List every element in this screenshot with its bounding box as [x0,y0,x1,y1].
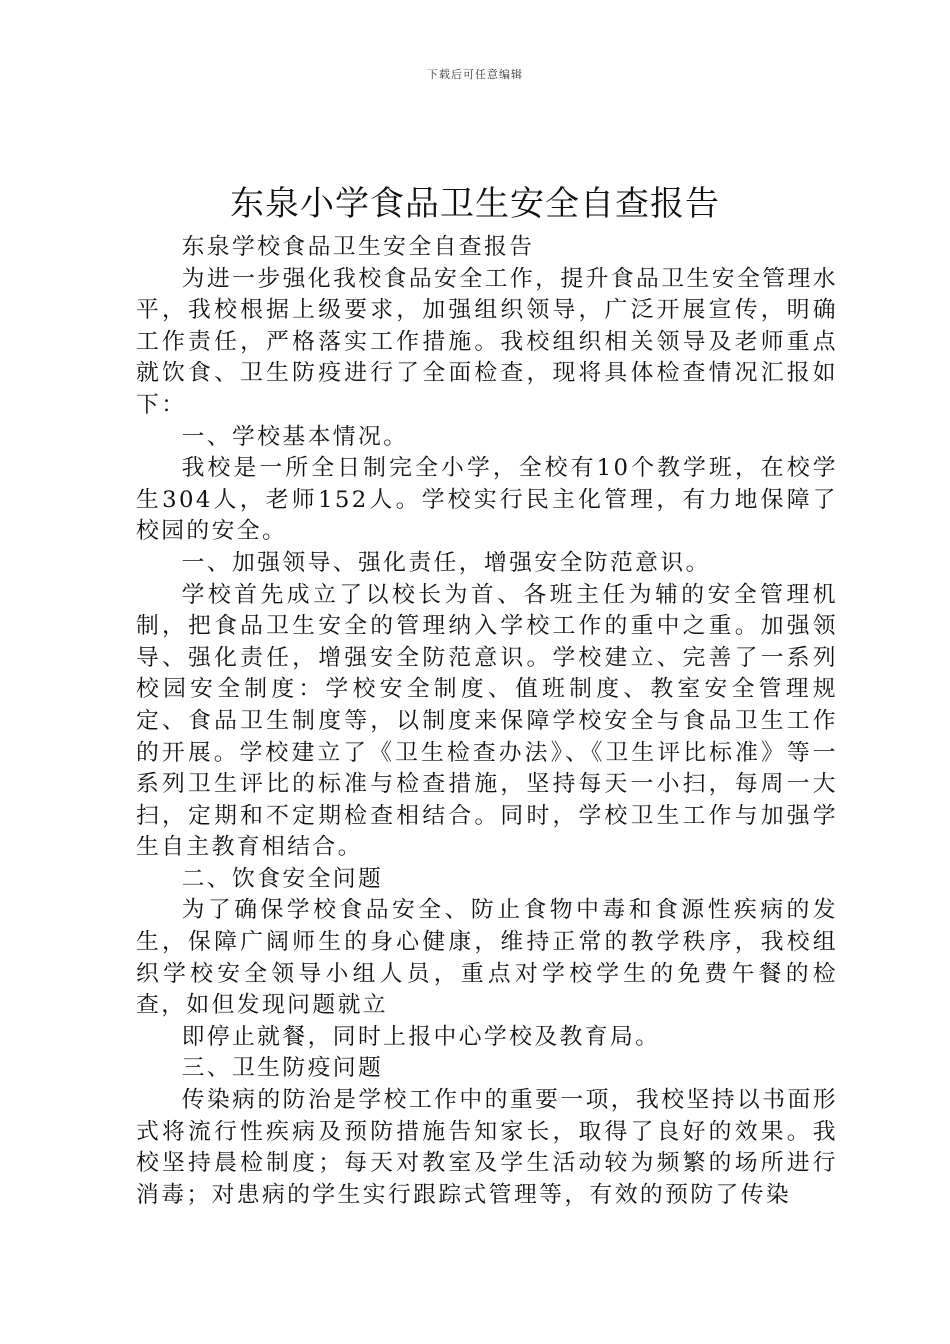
subtitle-paragraph: 东泉学校食品卫生安全自查报告 [181,234,535,260]
section-heading: 一、学校基本情况。 [181,423,409,450]
body-paragraph: 传染病的防治是学校工作中的重要一项，我校坚持以书面形式将流行性疾病及预防措施告知家长，取得了良好的效果。我校坚持晨检制度；每天对教室及学生活动较为频繁的场所进行消毒；对患病的学生实行跟踪式管理等，有效的预防了传染 [136,1087,838,1208]
page-header-note: 下载后可任意编辑 [427,68,523,81]
section-heading: 三、卫生防疫问题 [181,1055,384,1082]
body-paragraph: 为进一步强化我校食品安全工作，提升食品卫生安全管理水平，我校根据上级要求，加强组织领导，广泛开展宣传，明确工作责任，严格落实工作措施。我校组织相关领导及老师重点就饮食、卫生防疫进行了全面检查，现将具体检查情况汇报如下： [136,265,838,418]
body-paragraph: 即停止就餐，同时上报中心学校及教育局。 [181,1023,661,1050]
section-heading: 二、饮食安全问题 [181,865,384,892]
document-body [136,232,838,1211]
body-paragraph: 学校首先成立了以校长为首、各班主任为辅的安全管理机制，把食品卫生安全的管理纳入学校工作的重中之重。加强领导、强化责任，增强安全防范意识。学校建立、完善了一系列校园安全制度：学校安全制度、值班制度、教室安全管理规定、食品卫生制度等，以制度来保障学校安全与食品卫生工作的开展。学校建立了《卫生检查办法》、《卫生评比标准》等一系列卫生评比的标准与检查措施，坚持每天一小扫，每周一大扫，定期和不定期检查相结合。同时，学校卫生工作与加强学生自主教育相结合。 [136,581,838,861]
section-heading: 一、加强领导、强化责任，增强安全防范意识。 [181,549,711,576]
document-title: 东泉小学食品卫生安全自查报告 [230,184,720,224]
body-paragraph: 为了确保学校食品安全、防止食物中毒和食源性疾病的发生，保障广阔师生的身心健康，维持正常的教学秩序，我校组织学校安全领导小组人员，重点对学校学生的免费午餐的检查，如但发现问题就立 [136,897,838,1019]
body-paragraph: 我校是一所全日制完全小学，全校有10个教学班，在校学生304人，老师152人。学校实行民主化管理，有力地保障了校园的安全。 [136,455,838,545]
